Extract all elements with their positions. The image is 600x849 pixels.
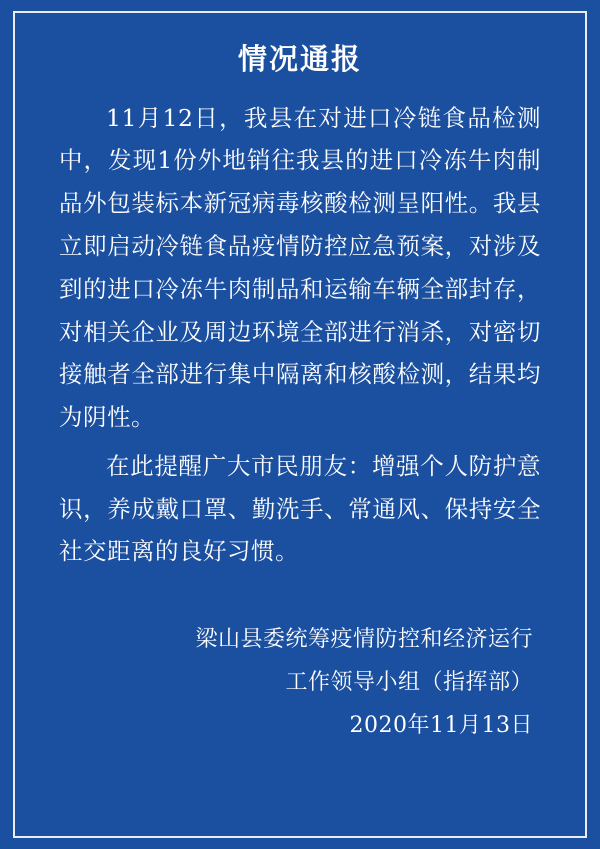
signature-date: 2020年11月13日 — [349, 712, 533, 738]
signature-organization-line-1: 梁山县委统筹疫情防控和经济运行 — [195, 627, 533, 653]
signature-organization-line-2: 工作领导小组（指挥部） — [285, 670, 533, 695]
paragraph-body-2: 在此提醒广大市民朋友：增强个人防护意识，养成戴口罩、勤洗手、常通风、保持安全社交距离的良好习惯。 — [59, 451, 541, 566]
paragraph-body-1: 11月12日，我县在对进口冷链食品检测中，发现1份外地销往我县的进口冷冻牛肉制品外包装标本新冠病毒核酸检测呈阳性。我县立即启动冷链食品疫情防控应急预案，对涉及到的进口冷冻牛肉制品和运输车辆全部封存，对相关企业及周边环境全部进行消杀，对密切接触者全部进行集中隔离和核酸检测，结果均为阴性。 — [59, 103, 541, 432]
signature-block — [59, 619, 541, 748]
page-border — [13, 11, 587, 838]
document-content — [59, 41, 541, 816]
page-title: 情况通报 — [237, 42, 362, 76]
